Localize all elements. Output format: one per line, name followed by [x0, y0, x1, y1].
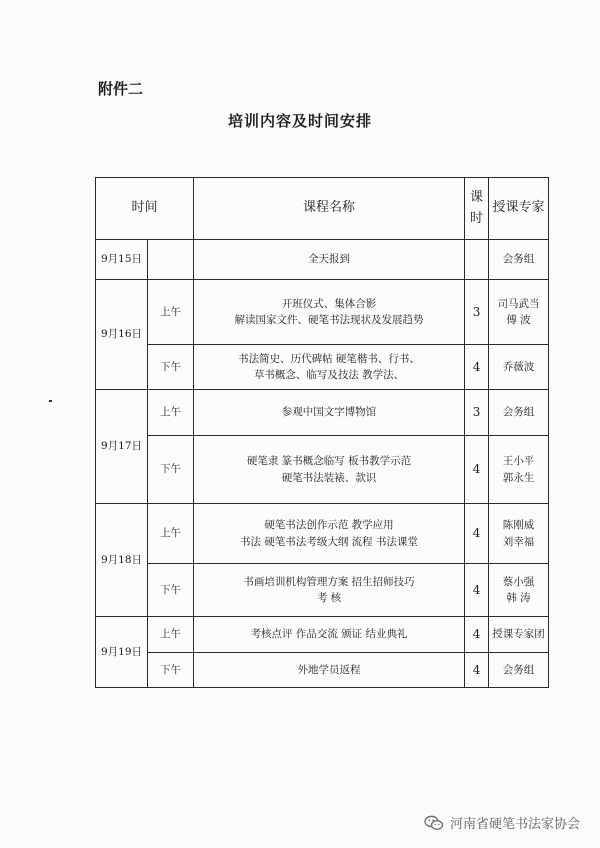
header-expert: 授课专家 — [489, 178, 549, 240]
table-row — [96, 436, 549, 504]
period-cell: 上午 — [148, 617, 194, 653]
course-line: 外地学员返程 — [297, 663, 361, 676]
course-cell — [194, 653, 465, 688]
course-line: 书法简史、历代碑帖 硬笔楷书、行书、 — [238, 352, 420, 365]
expert-line: 司马武当 — [497, 297, 540, 310]
course-line: 全天报到 — [308, 253, 351, 266]
hours-cell: 4 — [465, 345, 489, 390]
expert-line: 会务组 — [502, 253, 535, 266]
expert-cell — [489, 436, 549, 504]
expert-line: 刘幸福 — [502, 535, 535, 548]
expert-cell — [489, 280, 549, 345]
course-cell — [194, 504, 465, 564]
expert-cell — [489, 345, 549, 390]
expert-line: 授课专家团 — [492, 628, 545, 641]
course-cell — [194, 280, 465, 345]
table-row — [96, 504, 549, 564]
course-line: 硬笔书法创作示范 教学应用 — [264, 519, 394, 532]
hours-cell: 4 — [465, 436, 489, 504]
hours-cell: 4 — [465, 504, 489, 564]
expert-line: 郭永生 — [502, 471, 535, 484]
period-cell — [148, 240, 194, 280]
expert-line: 会务组 — [502, 406, 535, 419]
expert-line: 韩 涛 — [506, 592, 531, 604]
course-cell — [194, 390, 465, 436]
course-cell — [194, 345, 465, 390]
expert-cell — [489, 390, 549, 436]
wechat-icon — [424, 815, 444, 831]
course-line: 书画培训机构管理方案 招生招师技巧 — [243, 575, 415, 588]
date-cell: 9月18日 — [96, 504, 148, 617]
table-row — [96, 564, 549, 617]
document-title: 培训内容及时间安排 — [227, 112, 372, 130]
date-cell: 9月16日 — [96, 280, 148, 390]
watermark — [424, 813, 580, 832]
expert-line: 蔡小强 — [502, 575, 535, 588]
hours-cell: 4 — [465, 564, 489, 617]
attachment-label: 附件二 — [98, 80, 144, 98]
scan-speck — [49, 400, 52, 402]
header-hours-top: 课 — [470, 189, 484, 205]
hours-cell: 4 — [465, 653, 489, 688]
course-line: 开班仪式、集体合影 — [281, 297, 377, 310]
course-line: 参观中国文字博物馆 — [281, 406, 377, 419]
expert-line: 陈刚威 — [502, 519, 535, 532]
header-hours-bottom: 时 — [470, 210, 484, 226]
hours-cell: 4 — [465, 617, 489, 653]
header-hours — [465, 178, 489, 240]
table-row — [96, 653, 549, 688]
course-cell — [194, 564, 465, 617]
period-cell: 下午 — [148, 564, 194, 617]
course-cell — [194, 617, 465, 653]
table-row — [96, 390, 549, 436]
header-course: 课程名称 — [194, 178, 465, 240]
expert-cell — [489, 504, 549, 564]
period-cell: 下午 — [148, 436, 194, 504]
date-cell: 9月19日 — [96, 617, 148, 688]
hours-cell — [465, 240, 489, 280]
course-line: 硬笔书法装裱、款识 — [281, 471, 377, 484]
course-line: 考核点评 作品交流 颁证 结业典礼 — [250, 628, 408, 641]
date-cell: 9月15日 — [96, 240, 148, 280]
header-row — [96, 178, 549, 240]
course-cell — [194, 436, 465, 504]
hours-cell: 3 — [465, 280, 489, 345]
table-row — [96, 280, 549, 345]
table-row — [96, 240, 549, 280]
course-line: 草书概念、临写及技法 教学法、 — [253, 369, 405, 381]
period-cell: 上午 — [148, 390, 194, 436]
period-cell: 下午 — [148, 653, 194, 688]
period-cell: 下午 — [148, 345, 194, 390]
course-line: 解读国家文件、硬笔书法现状及发展趋势 — [234, 314, 424, 326]
expert-line: 傅 波 — [506, 314, 531, 326]
date-cell: 9月17日 — [96, 390, 148, 504]
table-row — [96, 345, 549, 390]
course-line: 考 核 — [316, 592, 342, 604]
expert-line: 乔薇波 — [502, 360, 535, 373]
course-cell — [194, 240, 465, 280]
course-line: 硬笔隶 篆书概念临写 板书教学示范 — [246, 455, 412, 468]
hours-cell: 3 — [465, 390, 489, 436]
period-cell: 上午 — [148, 280, 194, 345]
expert-cell — [489, 653, 549, 688]
watermark-text: 河南省硬笔书法家协会 — [449, 817, 580, 832]
period-cell: 上午 — [148, 504, 194, 564]
expert-cell — [489, 240, 549, 280]
expert-cell — [489, 617, 549, 653]
course-line: 书法 硬笔书法考级大纲 流程 书法课堂 — [240, 535, 419, 548]
table-row — [96, 617, 549, 653]
expert-cell — [489, 564, 549, 617]
expert-line: 会务组 — [502, 663, 535, 676]
expert-line: 王小平 — [502, 455, 535, 468]
header-time: 时间 — [96, 178, 194, 240]
schedule-table — [95, 177, 549, 688]
